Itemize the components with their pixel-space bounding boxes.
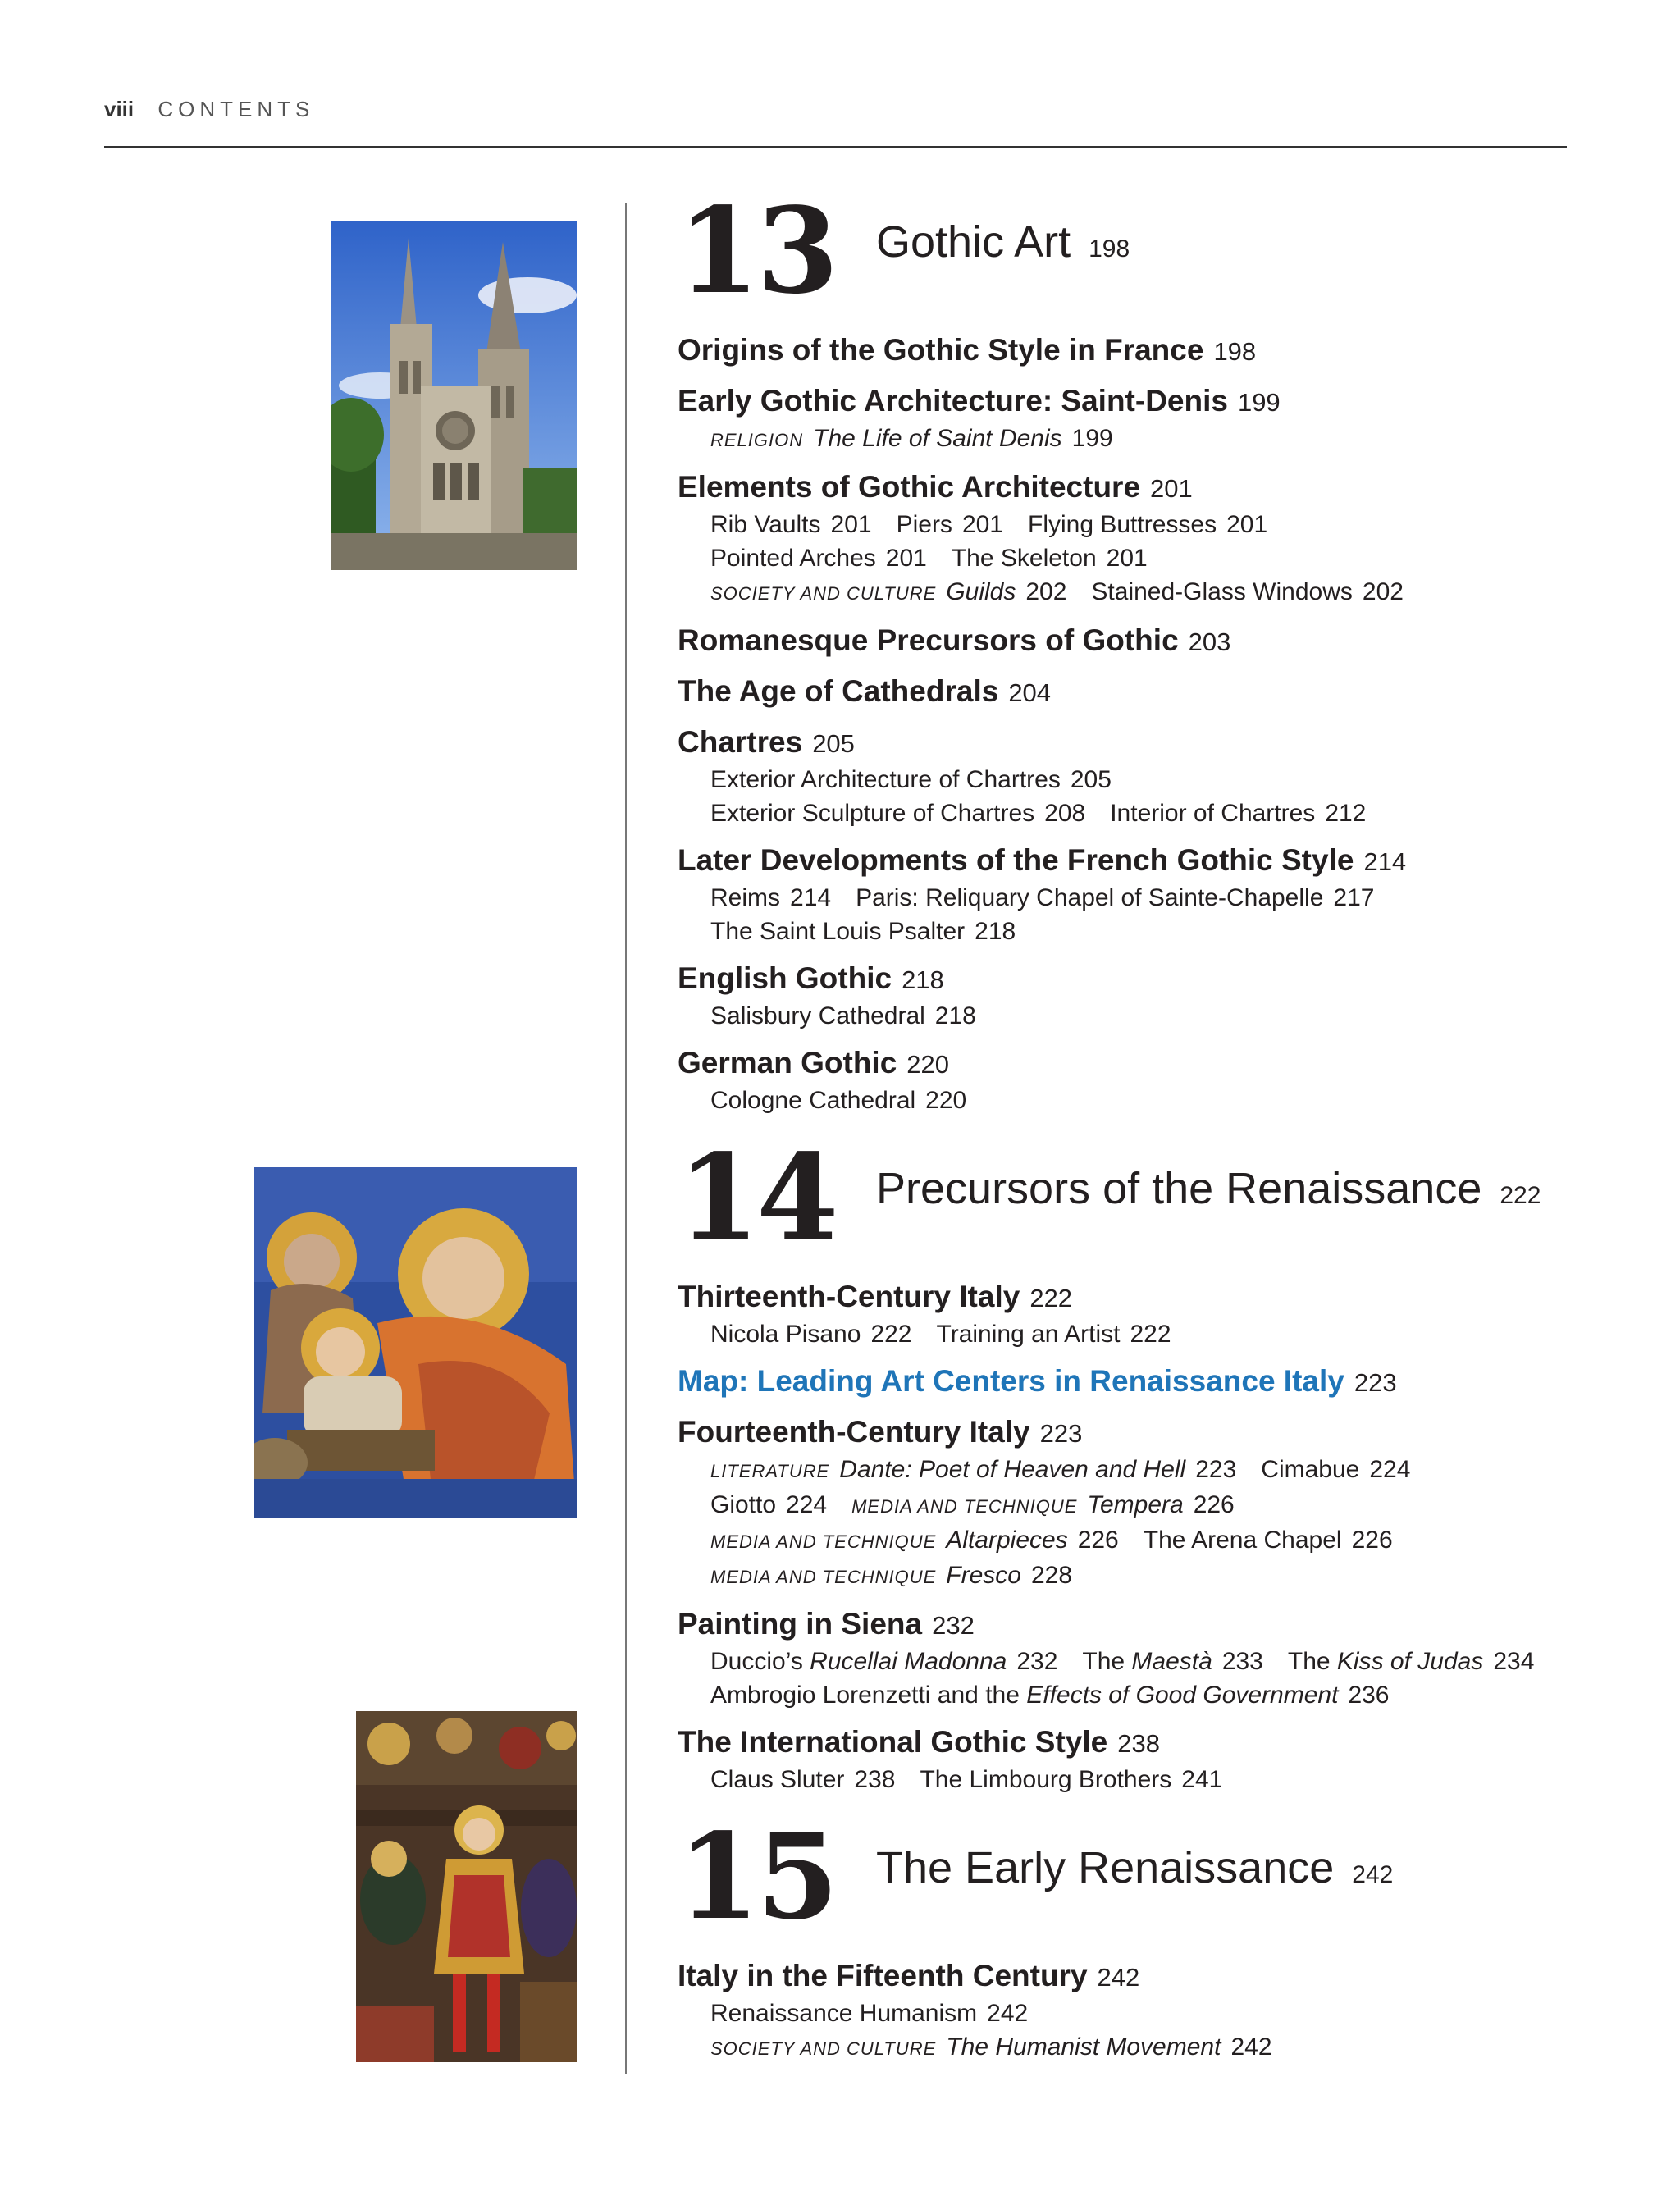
subsection-line <box>678 1453 1564 1488</box>
entry-text: Giotto <box>710 1491 777 1518</box>
entry-page-number: 201 <box>830 511 872 538</box>
chapter-title <box>876 217 1130 267</box>
entry-text: Salisbury Cathedral <box>710 1002 925 1029</box>
section-title[interactable] <box>678 842 1564 881</box>
section-title[interactable] <box>678 960 1564 999</box>
entry-text: Altarpieces <box>946 1527 1068 1554</box>
chapter-page-number: 222 <box>1500 1182 1541 1209</box>
entry-page-number: 202 <box>1025 578 1067 605</box>
entry-page-number: 199 <box>1071 425 1113 452</box>
chapter-number: 15 <box>678 1807 836 1946</box>
subsection-line <box>678 1084 1564 1117</box>
chapter-15 <box>678 1807 1564 2065</box>
section-page-number: 201 <box>1150 474 1193 503</box>
subsection-entry[interactable] <box>1091 578 1404 605</box>
subsection-entry[interactable] <box>1082 1648 1262 1675</box>
subsection-entry[interactable] <box>897 511 1003 538</box>
subsection-line <box>678 999 1564 1033</box>
entry-text: The Skeleton <box>951 545 1097 572</box>
section-title-text: Early Gothic Architecture: Saint-Denis <box>678 384 1228 418</box>
entry-page-number: 226 <box>1077 1527 1119 1554</box>
entry-text: Tempera <box>1087 1491 1184 1518</box>
subsection-entry[interactable] <box>1261 1456 1410 1483</box>
subsection-line <box>678 1559 1564 1594</box>
subsection-line <box>678 1317 1564 1351</box>
map-link[interactable] <box>678 1362 1564 1402</box>
section-title[interactable] <box>678 723 1564 763</box>
section-title[interactable] <box>678 331 1564 371</box>
entry-page-number: 232 <box>1016 1648 1058 1675</box>
entry-text: Guilds <box>946 578 1016 605</box>
toc-section <box>678 468 1564 610</box>
toc-section <box>678 1957 1564 2065</box>
section-title[interactable] <box>678 622 1564 661</box>
entry-text: The Saint Louis Psalter <box>710 918 966 945</box>
subsection-entry[interactable] <box>710 918 1016 945</box>
subsection-line <box>678 796 1564 830</box>
chapter-title <box>876 1163 1541 1214</box>
section-title-text: Origins of the Gothic Style in France <box>678 333 1204 367</box>
entry-text: Maestà <box>1131 1648 1212 1675</box>
section-title-text: Later Developments of the French Gothic Style <box>678 843 1354 877</box>
subsection-entry[interactable] <box>1110 800 1366 827</box>
entry-text: Dante: Poet of Heaven and Hell <box>839 1456 1186 1483</box>
toc-section <box>678 842 1564 948</box>
entry-text: Flying Buttresses <box>1028 511 1217 538</box>
section-title[interactable] <box>678 1957 1564 1997</box>
entry-text: Rib Vaults <box>710 511 821 538</box>
entry-page-number: 212 <box>1325 800 1367 827</box>
section-page-number: 218 <box>902 965 944 994</box>
feature-box-tag: RELIGION <box>710 430 804 450</box>
toc-section <box>678 331 1564 371</box>
entry-prefix: The <box>1082 1648 1132 1675</box>
subsection-line <box>678 1523 1564 1559</box>
entry-text: Kiss of Judas <box>1336 1648 1484 1675</box>
subsection-entry[interactable] <box>851 1491 1235 1518</box>
entry-text: Cimabue <box>1261 1456 1360 1483</box>
running-header <box>104 97 314 122</box>
subsection-entry[interactable] <box>710 1491 827 1518</box>
subsection-entry[interactable] <box>710 884 831 911</box>
section-title[interactable] <box>678 1723 1564 1763</box>
chapter-number: 14 <box>678 1128 836 1267</box>
section-title-text: Romanesque Precursors of Gothic <box>678 623 1179 657</box>
toc-section <box>678 1413 1564 1594</box>
subsection-line <box>678 2030 1564 2065</box>
section-page-number: 214 <box>1363 847 1407 876</box>
chapter-title-text: Gothic Art <box>876 217 1071 267</box>
chapter-heading[interactable] <box>678 1128 1564 1267</box>
subsection-line <box>678 575 1564 610</box>
chapter-title-text: The Early Renaissance <box>876 1843 1335 1892</box>
section-page-number: 199 <box>1237 388 1281 417</box>
chapter-page-number: 198 <box>1089 235 1130 262</box>
section-title-text: English Gothic <box>678 961 892 995</box>
subsection-entry[interactable] <box>710 1087 966 1114</box>
entry-page-number: 217 <box>1333 884 1375 911</box>
entry-page-number: 208 <box>1044 800 1086 827</box>
entry-page-number: 201 <box>1106 545 1148 572</box>
entry-page-number: 222 <box>1130 1321 1171 1348</box>
entry-text: Claus Sluter <box>710 1766 845 1793</box>
toc-section <box>678 1723 1564 1796</box>
entry-page-number: 233 <box>1221 1648 1263 1675</box>
subsection-entry[interactable] <box>1028 511 1267 538</box>
subsection-entry[interactable] <box>710 1527 1119 1554</box>
entry-page-number: 202 <box>1362 578 1404 605</box>
subsection-line <box>678 541 1564 575</box>
entry-page-number: 224 <box>786 1491 828 1518</box>
section-title[interactable] <box>678 1605 1564 1645</box>
entry-text: The Arena Chapel <box>1143 1527 1342 1554</box>
subsection-entry[interactable] <box>710 578 1066 605</box>
toc-section <box>678 1278 1564 1351</box>
subsection-line <box>678 422 1564 457</box>
subsection-entry[interactable] <box>710 511 872 538</box>
entry-page-number: 224 <box>1369 1456 1411 1483</box>
entry-text: Exterior Architecture of Chartres <box>710 766 1061 793</box>
entry-page-number: 222 <box>870 1321 912 1348</box>
subsection-entry[interactable] <box>710 1766 895 1793</box>
entry-text: Cologne Cathedral <box>710 1087 916 1114</box>
section-title-text: Chartres <box>678 725 803 759</box>
entry-page-number: 226 <box>1193 1491 1235 1518</box>
section-page-number: 203 <box>1188 628 1231 656</box>
subsection-entry[interactable] <box>937 1321 1171 1348</box>
section-title-text: The Age of Cathedrals <box>678 674 999 708</box>
entry-page-number: 201 <box>961 511 1003 538</box>
subsection-entry[interactable] <box>710 1648 1057 1675</box>
subsection-entry[interactable] <box>710 1456 1236 1483</box>
entry-page-number: 201 <box>1226 511 1268 538</box>
entry-text: Effects of Good Government <box>1026 1682 1339 1709</box>
entry-text: Paris: Reliquary Chapel of Sainte-Chapelle <box>856 884 1324 911</box>
entry-page-number: 205 <box>1070 766 1112 793</box>
section-title[interactable] <box>678 382 1564 422</box>
subsection-line <box>678 1488 1564 1523</box>
nativity-fresco-image <box>254 1167 577 1518</box>
entry-page-number: 214 <box>790 884 832 911</box>
entry-text: The Humanist Movement <box>946 2033 1221 2061</box>
subsection-entry[interactable] <box>710 1002 976 1029</box>
section-title-text: Painting in Siena <box>678 1607 923 1641</box>
entry-text: Stained-Glass Windows <box>1091 578 1353 605</box>
subsection-entry[interactable] <box>710 766 1112 793</box>
subsection-entry[interactable] <box>710 800 1085 827</box>
subsection-entry[interactable] <box>856 884 1374 911</box>
chapter-page-number: 242 <box>1352 1861 1394 1888</box>
entry-page-number: 242 <box>1230 2033 1272 2061</box>
subsection-line <box>678 508 1564 541</box>
section-title-text: Fourteenth-Century Italy <box>678 1415 1030 1449</box>
subsection-entry[interactable] <box>710 1562 1072 1589</box>
section-page-number: 242 <box>1097 1963 1140 1992</box>
entry-prefix: The <box>1287 1648 1337 1675</box>
section-page-number: 223 <box>1354 1368 1397 1397</box>
toc-section <box>678 622 1564 661</box>
entry-page-number: 223 <box>1195 1456 1237 1483</box>
column-divider <box>625 203 627 2074</box>
subsection-entry[interactable] <box>710 545 927 572</box>
section-title[interactable] <box>678 468 1564 508</box>
entry-page-number: 238 <box>854 1766 896 1793</box>
chapter-heading[interactable] <box>678 181 1564 320</box>
subsection-entry[interactable] <box>710 2033 1272 2061</box>
entry-text: The Limbourg Brothers <box>920 1766 1172 1793</box>
subsection-entry[interactable] <box>710 2000 1028 2027</box>
entry-page-number: 236 <box>1348 1682 1390 1709</box>
section-page-number: 222 <box>1029 1284 1073 1312</box>
feature-box-tag: MEDIA AND TECHNIQUE <box>710 1567 937 1587</box>
entry-text: Fresco <box>946 1562 1021 1589</box>
entry-page-number: 218 <box>934 1002 976 1029</box>
toc-section <box>678 1605 1564 1712</box>
entry-page-number: 228 <box>1030 1562 1073 1589</box>
feature-box-tag: LITERATURE <box>710 1461 830 1481</box>
entry-text: Nicola Pisano <box>710 1321 861 1348</box>
subsection-entry[interactable] <box>710 425 1113 452</box>
section-title-text: German Gothic <box>678 1046 897 1079</box>
section-title-text: Thirteenth-Century Italy <box>678 1280 1020 1313</box>
section-title-text: Elements of Gothic Architecture <box>678 470 1141 504</box>
subsection-entry[interactable] <box>920 1766 1222 1793</box>
feature-box-tag: MEDIA AND TECHNIQUE <box>710 1531 937 1552</box>
subsection-entry[interactable] <box>1288 1648 1535 1675</box>
entry-page-number: 226 <box>1351 1527 1393 1554</box>
toc-section <box>678 723 1564 830</box>
section-title[interactable] <box>678 1278 1564 1317</box>
subsection-line <box>678 1678 1564 1712</box>
entry-prefix: Ambrogio Lorenzetti and the <box>710 1682 1027 1709</box>
toc-section <box>678 1362 1564 1402</box>
section-page-number: 204 <box>1008 678 1052 707</box>
entry-text: Renaissance Humanism <box>710 2000 978 2027</box>
entry-page-number: 201 <box>885 545 927 572</box>
section-page-number: 238 <box>1117 1729 1160 1758</box>
chapter-title-text: Precursors of the Renaissance <box>876 1164 1482 1213</box>
subsection-line <box>678 1763 1564 1796</box>
entry-page-number: 234 <box>1493 1648 1535 1675</box>
subsection-entry[interactable] <box>710 1682 1390 1709</box>
section-page-number: 220 <box>906 1050 950 1079</box>
toc-section <box>678 960 1564 1033</box>
feature-box-tag: SOCIETY AND CULTURE <box>710 583 937 604</box>
section-title[interactable] <box>678 673 1564 712</box>
entry-prefix: Duccio’s <box>710 1648 810 1675</box>
feature-box-tag: MEDIA AND TECHNIQUE <box>851 1496 1078 1517</box>
header-page-number: viii <box>104 97 135 121</box>
chapter-14 <box>678 1128 1564 1796</box>
section-page-number: 198 <box>1213 337 1257 366</box>
section-page-number: 205 <box>812 729 855 758</box>
chapter-heading[interactable] <box>678 1807 1564 1946</box>
entry-text: Piers <box>896 511 952 538</box>
toc-section <box>678 1044 1564 1117</box>
toc-section <box>678 382 1564 457</box>
subsection-line <box>678 1997 1564 2030</box>
subsection-line <box>678 915 1564 948</box>
section-title-text: Italy in the Fifteenth Century <box>678 1959 1088 1992</box>
adoration-painting-image <box>356 1711 577 2062</box>
entry-text: Reims <box>710 884 781 911</box>
entry-text: Exterior Sculpture of Chartres <box>710 800 1035 827</box>
chapter-number: 13 <box>678 181 836 320</box>
entry-page-number: 241 <box>1181 1766 1223 1793</box>
entry-text: Rucellai Madonna <box>810 1648 1007 1675</box>
subsection-line <box>678 881 1564 915</box>
chartres-cathedral-image <box>331 221 577 570</box>
header-title: CONTENTS <box>158 97 315 121</box>
section-title-text: The International Gothic Style <box>678 1725 1108 1759</box>
entry-text: Interior of Chartres <box>1110 800 1316 827</box>
entry-text: The Life of Saint Denis <box>813 425 1062 452</box>
section-title[interactable] <box>678 1413 1564 1453</box>
entry-page-number: 220 <box>925 1087 967 1114</box>
subsection-entry[interactable] <box>710 1321 912 1348</box>
chapter-title <box>876 1842 1393 1893</box>
chapter-13 <box>678 181 1564 1117</box>
section-page-number: 232 <box>932 1611 975 1640</box>
subsection-line <box>678 763 1564 796</box>
feature-box-tag: SOCIETY AND CULTURE <box>710 2038 937 2059</box>
section-title[interactable] <box>678 1044 1564 1084</box>
entry-page-number: 242 <box>987 2000 1029 2027</box>
entry-page-number: 218 <box>975 918 1016 945</box>
subsection-line <box>678 1645 1564 1678</box>
section-page-number: 223 <box>1039 1419 1083 1448</box>
toc-section <box>678 673 1564 712</box>
subsection-entry[interactable] <box>1144 1527 1393 1554</box>
subsection-entry[interactable] <box>952 545 1148 572</box>
entry-text: Pointed Arches <box>710 545 876 572</box>
header-rule <box>104 146 1567 148</box>
section-title-text: Map: Leading Art Centers in Renaissance Italy <box>678 1364 1344 1398</box>
entry-text: Training an Artist <box>936 1321 1121 1348</box>
